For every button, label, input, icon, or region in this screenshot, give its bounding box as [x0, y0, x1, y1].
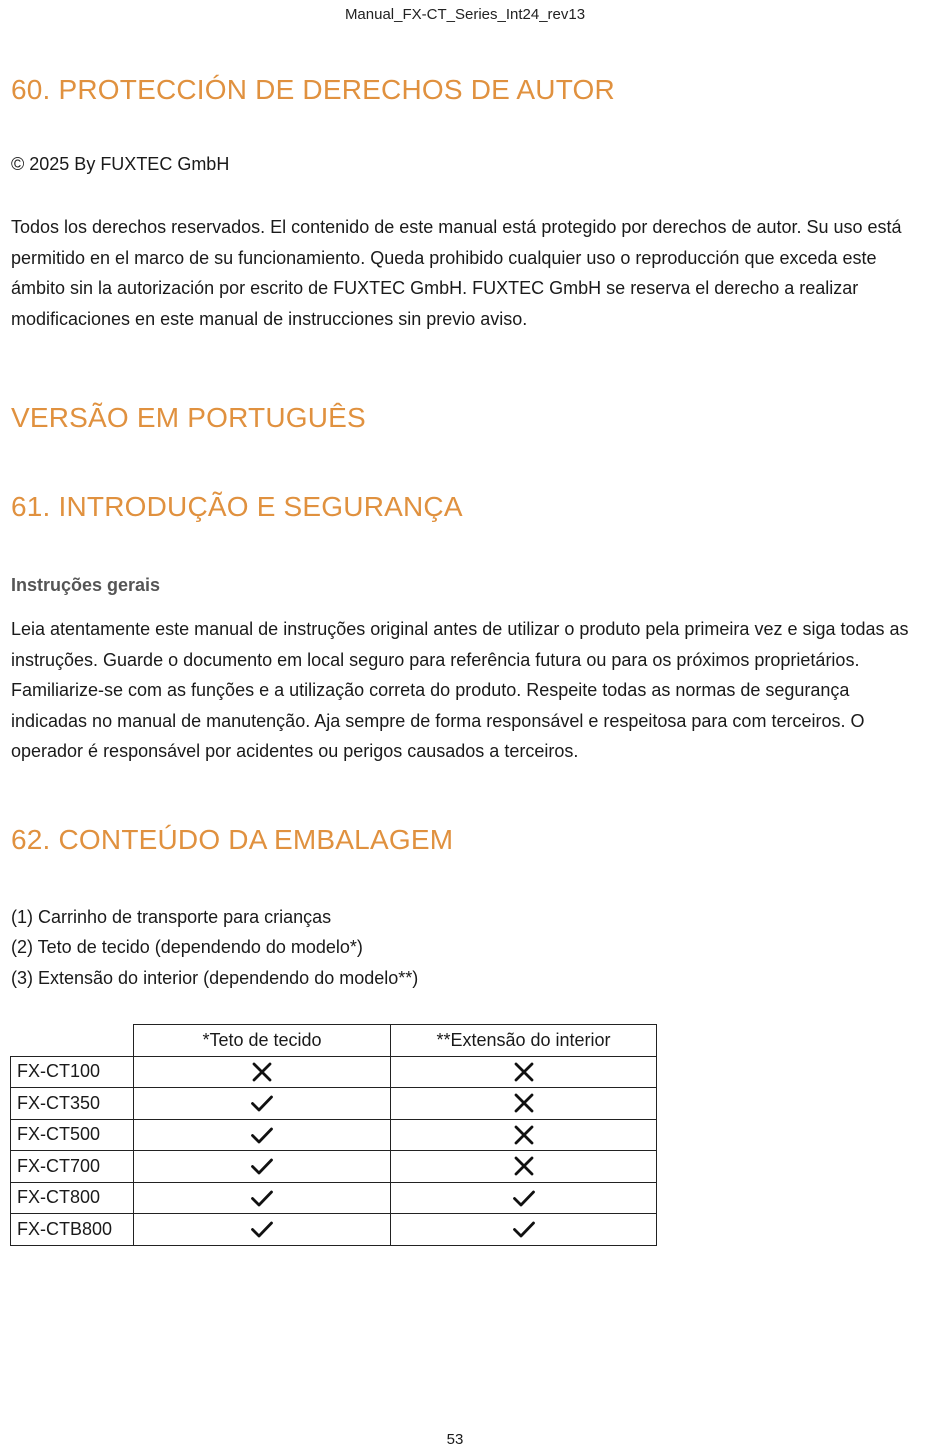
extensao-cell [391, 1088, 657, 1120]
cross-icon [512, 1154, 536, 1178]
portuguese-version-title: VERSÃO EM PORTUGUÊS [11, 402, 366, 433]
package-item-1: (1) Carrinho de transporte para crianças [11, 907, 332, 927]
table-row [11, 1056, 657, 1088]
col-header-teto: *Teto de tecido [134, 1025, 391, 1057]
model-name: FX-CTB800 [11, 1214, 134, 1246]
check-icon [250, 1154, 274, 1178]
teto-cell [134, 1088, 391, 1120]
cross-icon [512, 1060, 536, 1084]
table-row [11, 1151, 657, 1183]
model-name: FX-CT800 [11, 1182, 134, 1214]
general-instructions-heading: Instruções gerais [11, 575, 161, 595]
section-62-title: 62. CONTEÚDO DA EMBALAGEM [11, 824, 454, 855]
check-icon [512, 1217, 536, 1241]
cross-icon [512, 1123, 536, 1147]
check-icon [250, 1123, 274, 1147]
check-icon [512, 1186, 536, 1210]
package-item-3: (3) Extensão do interior (dependendo do modelo**) [11, 968, 419, 988]
copyright-paragraph: Todos los derechos reservados. El contenido de este manual está protegido por derechos de autor. Su uso está permitido en el marco de su funcionamiento. Queda prohibido cualquier uso o reproducción que exceda este ámbito sin la autorización por escrito de FUXTEC GmbH. FUXTEC GmbH se reserva el derecho a realizar modificaciones en este manual de instrucciones sin previo aviso. [11, 217, 902, 329]
page-number: 53 [446, 1431, 464, 1448]
model-name: FX-CT100 [11, 1056, 134, 1088]
document-header: Manual_FX-CT_Series_Int24_rev13 [344, 6, 586, 23]
teto-cell [134, 1119, 391, 1151]
check-icon [250, 1186, 274, 1210]
check-icon [250, 1217, 274, 1241]
extensao-cell [391, 1214, 657, 1246]
teto-cell [134, 1056, 391, 1088]
package-item-2: (2) Teto de tecido (dependendo do modelo*) [11, 937, 363, 957]
model-name: FX-CT500 [11, 1119, 134, 1151]
table-row [11, 1182, 657, 1214]
cross-icon [512, 1091, 536, 1115]
col-header-extensao: **Extensão do interior [391, 1025, 657, 1057]
extensao-cell [391, 1151, 657, 1183]
check-icon [250, 1091, 274, 1115]
table-corner-cell [11, 1025, 134, 1057]
extensao-cell [391, 1056, 657, 1088]
copyright-line: © 2025 By FUXTEC GmbH [11, 154, 230, 174]
table-header-row [11, 1025, 657, 1057]
section-61-title: 61. INTRODUÇÃO E SEGURANÇA [11, 491, 463, 522]
section-60-title: 60. PROTECCIÓN DE DERECHOS DE AUTOR [11, 74, 615, 105]
teto-cell [134, 1182, 391, 1214]
table-row [11, 1088, 657, 1120]
teto-cell [134, 1151, 391, 1183]
extensao-cell [391, 1119, 657, 1151]
table-row [11, 1119, 657, 1151]
model-name: FX-CT700 [11, 1151, 134, 1183]
model-comparison-table [10, 1024, 657, 1246]
extensao-cell [391, 1182, 657, 1214]
teto-cell [134, 1214, 391, 1246]
table-row [11, 1214, 657, 1246]
general-instructions-paragraph: Leia atentamente este manual de instruções original antes de utilizar o produto pela primeira vez e siga todas as instruções. Guarde o documento em local seguro para referência futura ou para os próximos proprietários. Familiarize-se com as funções e a utilização correta do produto. Respeite todas as normas de segurança indicadas no manual de manutenção. Aja sempre de forma responsável e respeitosa para com terceiros. O operador é responsável por acidentes ou perigos causados a terceiros. [11, 619, 909, 762]
cross-icon [250, 1060, 274, 1084]
model-name: FX-CT350 [11, 1088, 134, 1120]
